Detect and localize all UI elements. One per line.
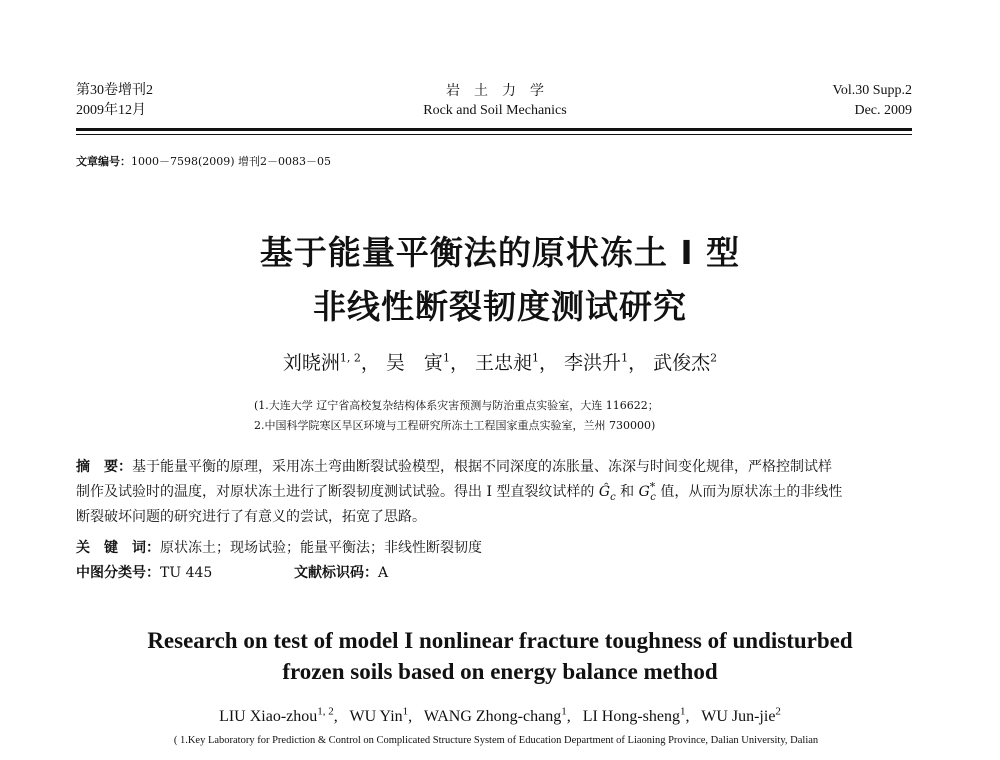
abstract-label: 摘 要： [76,459,132,475]
author-cn: 李洪升$^1$ [564,351,629,374]
journal-issue [833,81,912,121]
author-cn: 刘晓洲$^{1, 2}$ [282,351,361,374]
doc-code-label: 文献标识码： [294,565,378,581]
abstract-line1: 摘 要：基于能量平衡的原理，采用冻土弯曲断裂试验模型，根据不同深度的冻胀量、冻深与时间变化规律，严格控制试样 [76,459,832,475]
affiliations-cn [254,396,659,436]
header-rule-thin [76,134,912,135]
volume-line-en: Vol.30 Supp.2 [832,83,912,98]
keywords [76,536,482,561]
author-en: LI Hong-sheng$^1$ [582,705,686,725]
keywords-value: 原状冻土；现场试验；能量平衡法；非线性断裂韧度 [160,540,482,556]
author-en: WANG Zhong-chang$^1$ [423,705,567,725]
author-en: WU Yin$^1$ [349,705,409,725]
journal-name-cn: 岩 土 力 学 [446,83,544,99]
title-cn-line2: 非线性断裂韧度测试研究 [313,287,687,326]
affiliation-cn-2: 2.中国科学院寒区旱区环境与工程研究所冻土工程国家重点实验室，兰州 730000) [254,419,656,432]
classification [76,561,212,586]
affiliation-cn-1: (1.大连大学 辽宁省高校复杂结构体系灾害预测与防治重点实验室，大连 116622； [254,399,659,412]
article-number-value: 1000－7598(2009) 增刊2－0083－05 [131,155,332,168]
author-cn: 王忠昶$^1$ [474,351,539,374]
journal-name [350,81,640,121]
author-en: LIU Xiao-zhou$^{1, 2}$ [219,705,334,725]
author-en: WU Jun-jie$^2$ [701,705,781,725]
date-line-cn: 2009年12月 [76,103,146,118]
abstract [76,455,916,530]
abstract-line3: 断裂破坏问题的研究进行了有意义的尝试，拓宽了思路。 [76,509,426,525]
journal-volume [76,81,153,121]
author-cn: 吴 寅$^1$ [385,351,450,374]
authors-cn: 刘晓洲$^{1, 2}$， 吴 寅$^1$， 王忠昶$^1$， 李洪升$^1$， 武俊杰$^2$ [282,351,718,374]
doc-code-value: A [378,565,389,581]
clc-label: 中图分类号： [76,565,160,581]
clc-value: TU 445 [160,565,213,581]
journal-name-en: Rock and Soil Mechanics [423,103,567,118]
title-en-line1: Research on test of model I nonlinear fracture toughness of undisturbed [147,628,853,653]
title-cn-line1: 基于能量平衡法的原状冻土 I 型 [259,233,741,272]
symbol-g-star: $G^*_c$ [638,480,656,503]
keywords-label: 关 键 词： [76,540,160,556]
article-number [76,154,331,170]
author-cn: 武俊杰$^2$ [653,351,718,374]
title-en [0,625,1000,687]
authors-en: LIU Xiao-zhou$^{1, 2}$, WU Yin$^1$, WANG Zhong-chang$^1$, LI Hong-sheng$^1$, WU Jun-jie$^2$ [219,705,781,725]
symbol-g-hat: $Ĝ_c$ [598,484,616,503]
article-number-label: 文章编号： [76,155,131,168]
header-rule-thick [76,128,912,131]
affiliation-en: ( 1.Key Laboratory for Prediction & Control on Complicated Structure System of Education Department of Liaoning Province, Dalian University, Dalian [173,735,819,746]
volume-line: 第30卷增刊2 [76,83,153,98]
title-en-line2: frozen soils based on energy balance method [282,659,718,684]
date-line-en: Dec. 2009 [854,103,912,118]
document-code [294,561,388,586]
title-cn [0,226,1000,334]
abstract-line2: 制作及试验时的温度，对原状冻土进行了断裂韧度测试试验。得出 I 型直裂纹试样的 $Ĝ_c$ 和 $G^*_c$ 值，从而为原状冻土的非线性 [76,480,843,503]
